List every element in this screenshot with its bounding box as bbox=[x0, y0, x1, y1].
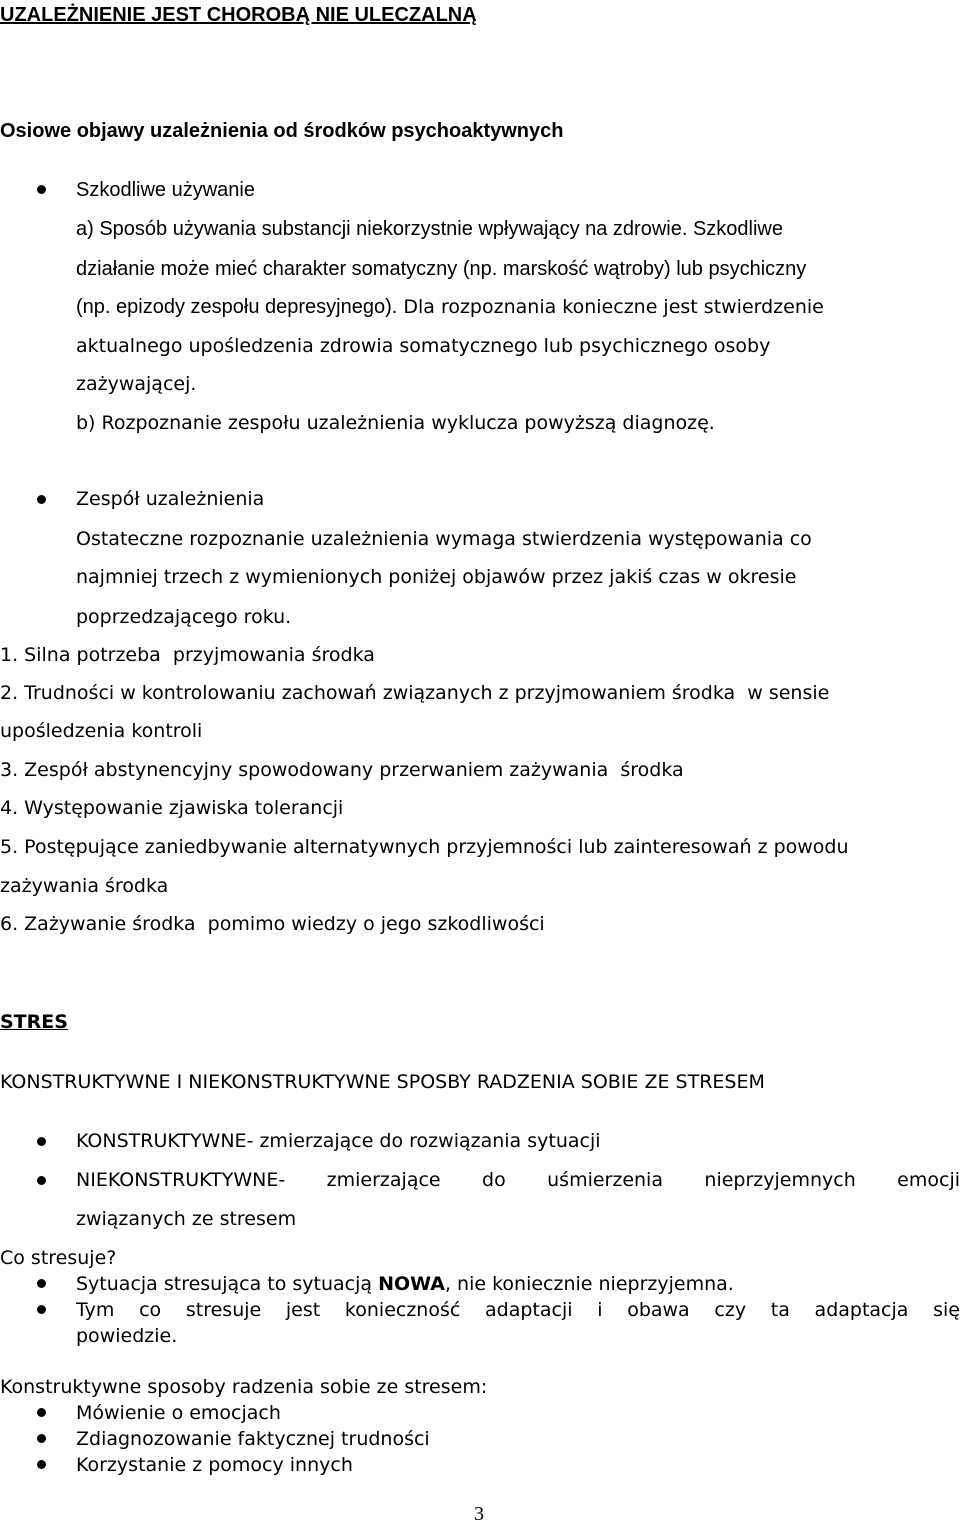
constructive-ways-heading: Konstruktywne sposoby radzenia sobie ze stresem: bbox=[0, 1376, 488, 1398]
bullet-icon bbox=[37, 1434, 46, 1443]
bullet-icon bbox=[37, 1279, 46, 1288]
stress-adaptation-line2: powiedzie. bbox=[76, 1325, 178, 1347]
bullet-icon bbox=[37, 1176, 46, 1185]
stress-heading: STRES bbox=[0, 1011, 68, 1033]
nonconstructive-bullet-line1: NIEKONSTRUKTYWNE- zmierzające do uśmierzenia nieprzyjemnych emocji bbox=[76, 1169, 960, 1191]
stress-new-situation-bold: NOWA bbox=[378, 1273, 445, 1295]
bullet-icon bbox=[37, 1305, 46, 1314]
way-item: Korzystanie z pomocy innych bbox=[76, 1454, 353, 1476]
harmful-use-b-line: b) Rozpoznanie zespołu uzależnienia wyklucza powyższą diagnozę. bbox=[76, 412, 715, 434]
harmful-use-a-line2: działanie może mieć charakter somatyczny (np. marskość wątroby) lub psychiczny bbox=[76, 258, 807, 280]
stress-question: Co stresuje? bbox=[0, 1247, 117, 1269]
way-item: Mówienie o emocjach bbox=[76, 1402, 281, 1424]
harmful-use-a-line3 bbox=[76, 296, 824, 319]
symptom-item-4: 4. Występowanie zjawiska tolerancji bbox=[0, 797, 344, 819]
bullet-icon bbox=[37, 1460, 46, 1469]
stress-subheading: KONSTRUKTYWNE I NIEKONSTRUKTYWNE SPOSBY RADZENIA SOBIE ZE STRESEM bbox=[0, 1071, 765, 1093]
symptom-item-2: 2. Trudności w kontrolowaniu zachowań związanych z przyjmowaniem środka w sensie bbox=[0, 682, 830, 704]
harmful-use-a-line1: a) Sposób używania substancji niekorzystnie wpływający na zdrowie. Szkodliwe bbox=[76, 218, 784, 240]
way-item: Zdiagnozowanie faktycznej trudności bbox=[76, 1428, 430, 1450]
stress-adaptation-line1: Tym co stresuje jest konieczność adaptacji i obawa czy ta adaptacja się bbox=[76, 1299, 960, 1321]
symptom-item-5-cont: zażywania środka bbox=[0, 875, 169, 897]
stress-new-situation-pre: Sytuacja stresująca to sytuacją bbox=[76, 1273, 379, 1295]
harmful-use-heading: Szkodliwe używanie bbox=[76, 179, 255, 201]
harmful-use-a-line4: aktualnego upośledzenia zdrowia somatycznego lub psychicznego osoby bbox=[76, 335, 771, 357]
page-title: UZALEŻNIENIE JEST CHOROBĄ NIE ULECZALNĄ bbox=[0, 4, 477, 26]
bullet-icon bbox=[37, 1137, 46, 1146]
bullet-icon bbox=[37, 1408, 46, 1417]
constructive-bullet: KONSTRUKTYWNE- zmierzające do rozwiązania sytuacji bbox=[76, 1130, 601, 1152]
harmful-use-a-line3-part2: Dla rozpoznania konieczne jest stwierdzenie bbox=[397, 296, 824, 318]
symptom-item-1: 1. Silna potrzeba przyjmowania środka bbox=[0, 644, 375, 666]
bullet-icon bbox=[37, 185, 46, 194]
harmful-use-a-line5: zażywającej. bbox=[76, 373, 197, 395]
nonconstructive-bullet-line2: związanych ze stresem bbox=[76, 1208, 297, 1230]
dependence-line3: poprzedzającego roku. bbox=[76, 606, 292, 628]
bullet-icon bbox=[37, 495, 46, 504]
section-subtitle: Osiowe objawy uzależnienia od środków psychoaktywnych bbox=[0, 120, 564, 142]
stress-new-situation bbox=[76, 1273, 734, 1295]
dependence-line1: Ostateczne rozpoznanie uzależnienia wymaga stwierdzenia występowania co bbox=[76, 528, 812, 550]
dependence-line2: najmniej trzech z wymienionych poniżej objawów przez jakiś czas w okresie bbox=[76, 566, 797, 588]
harmful-use-a-line3-part1: (np. epizody zespołu depresyjnego). bbox=[76, 296, 398, 318]
symptom-item-2-cont: upośledzenia kontroli bbox=[0, 720, 203, 742]
symptom-item-6: 6. Zażywanie środka pomimo wiedzy o jego szkodliwości bbox=[0, 913, 545, 935]
dependence-heading: Zespół uzależnienia bbox=[76, 488, 265, 510]
symptom-item-5: 5. Postępujące zaniedbywanie alternatywnych przyjemności lub zainteresowań z powodu bbox=[0, 836, 849, 858]
symptom-item-3: 3. Zespół abstynencyjny spowodowany przerwaniem zażywania środka bbox=[0, 759, 684, 781]
stress-new-situation-post: , nie koniecznie nieprzyjemna. bbox=[444, 1273, 734, 1295]
page-number: 3 bbox=[474, 1503, 484, 1525]
